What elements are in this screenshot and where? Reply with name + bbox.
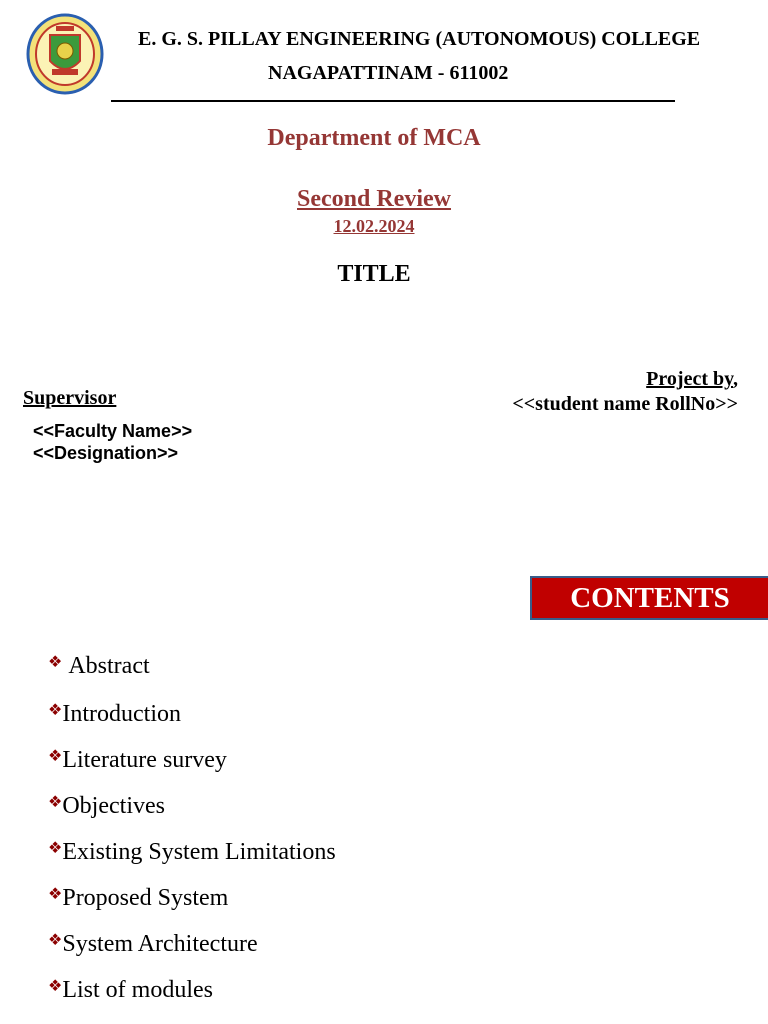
diamond-bullet-icon: ❖ [48, 652, 63, 671]
project-title: TITLE [337, 261, 411, 287]
contents-item-label: Existing System Limitations [62, 839, 336, 865]
diamond-bullet-icon: ❖ [48, 792, 63, 811]
contents-item [48, 884, 228, 912]
contents-heading: CONTENTS [530, 576, 768, 620]
review-date: 12.02.2024 [333, 216, 415, 236]
contents-item-label: Proposed System [62, 885, 229, 911]
contents-item-label: Literature survey [62, 747, 227, 773]
supervisor-label: Supervisor [23, 387, 117, 409]
college-address: NAGAPATTINAM - 611002 [268, 62, 509, 84]
project-by-comma: , [733, 368, 738, 390]
contents-item [48, 746, 227, 774]
diamond-bullet-icon: ❖ [48, 884, 63, 903]
contents-item [48, 930, 258, 958]
contents-item [48, 792, 165, 820]
diamond-bullet-icon: ❖ [48, 700, 63, 719]
college-logo [26, 13, 104, 95]
project-by-label [646, 368, 738, 391]
contents-item-label: Objectives [62, 793, 165, 819]
faculty-designation: <<Designation>> [33, 443, 179, 463]
contents-item-label: Introduction [62, 701, 181, 727]
contents-item [48, 976, 213, 1004]
college-emblem-icon [26, 13, 104, 95]
contents-item [48, 700, 181, 728]
contents-item-label: System Architecture [62, 931, 258, 957]
student-name: <<student name RollNo>> [512, 393, 738, 415]
contents-item-label: Abstract [68, 653, 150, 679]
diamond-bullet-icon: ❖ [48, 930, 63, 949]
contents-item [48, 838, 336, 866]
header-divider [111, 100, 675, 102]
faculty-name: <<Faculty Name>> [33, 421, 193, 441]
project-by-text: Project by [646, 368, 733, 390]
diamond-bullet-icon: ❖ [48, 976, 63, 995]
contents-item [48, 652, 150, 680]
review-title: Second Review [297, 186, 451, 212]
college-name: E. G. S. PILLAY ENGINEERING (AUTONOMOUS) COLLEGE [138, 28, 701, 50]
contents-item-label: List of modules [62, 977, 213, 1003]
department-title: Department of MCA [267, 125, 481, 151]
diamond-bullet-icon: ❖ [48, 838, 63, 857]
diamond-bullet-icon: ❖ [48, 746, 63, 765]
